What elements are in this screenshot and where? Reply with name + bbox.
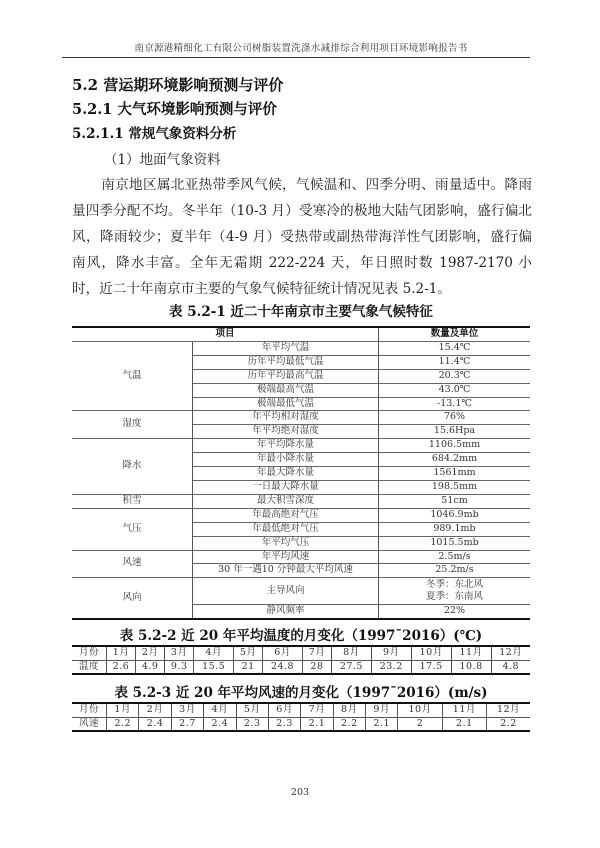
item-cell: 年最大降水量 bbox=[193, 467, 379, 481]
table3-caption: 表 5.2-3 近 20 年平均风速的月变化（1997¯2016）(m/s) bbox=[114, 685, 488, 701]
section-heading-5-2: 5.2 营运期环境影响预测与评价 bbox=[72, 76, 284, 94]
month-cell: 9月 bbox=[371, 646, 411, 660]
value-cell: 989.1mb bbox=[379, 522, 531, 536]
month-cell: 4月 bbox=[194, 646, 234, 660]
table-row-values bbox=[72, 717, 530, 731]
value-cell: 28 bbox=[302, 660, 331, 674]
value-cell: -13.1℃ bbox=[379, 397, 531, 411]
table-row bbox=[72, 341, 530, 355]
item-cell: 年最高绝对气压 bbox=[193, 508, 379, 522]
value-cell: 2.1 bbox=[442, 717, 486, 731]
month-cell: 6月 bbox=[263, 646, 303, 660]
value-cell: 684.2mm bbox=[379, 453, 531, 467]
table-row bbox=[72, 550, 530, 564]
wind-speed-table bbox=[72, 702, 530, 732]
item-cell: 主导风向 bbox=[193, 578, 379, 605]
item-cell: 年平均风速 bbox=[193, 550, 379, 564]
value-cell: 2.7 bbox=[171, 717, 203, 731]
row-label-month: 月份 bbox=[78, 647, 99, 658]
table1-caption: 表 5.2-1 近二十年南京市主要气象气候特征 bbox=[169, 304, 433, 320]
value-cell: 2.5m/s bbox=[379, 550, 531, 564]
value-cell: 27.5 bbox=[331, 660, 371, 674]
category-cell: 风向 bbox=[72, 578, 193, 619]
subsection-heading: （1）地面气象资料 bbox=[104, 152, 221, 168]
month-cell: 1月 bbox=[107, 646, 136, 660]
section-heading-5-2-1-1: 5.2.1.1 常规气象资料分析 bbox=[72, 126, 237, 142]
value-cell: 15.4℃ bbox=[379, 341, 531, 355]
value-cell: 4.9 bbox=[136, 660, 165, 674]
value-cell: 1106.5mm bbox=[379, 439, 531, 453]
value-cell: 2.3 bbox=[268, 717, 300, 731]
month-cell: 5月 bbox=[234, 646, 263, 660]
value-cell: 2.6 bbox=[107, 660, 136, 674]
value-cell: 2.2 bbox=[487, 717, 531, 731]
item-cell: 静风频率 bbox=[193, 605, 379, 619]
item-cell: 一日最大降水量 bbox=[193, 480, 379, 494]
value-cell: 1046.9mb bbox=[379, 508, 531, 522]
month-cell: 12月 bbox=[491, 646, 530, 660]
month-cell: 5月 bbox=[236, 703, 268, 717]
header-rule bbox=[62, 57, 530, 58]
value-cell: 2.4 bbox=[139, 717, 171, 731]
value-cell: 20.3℃ bbox=[379, 369, 531, 383]
category-cell: 积雪 bbox=[72, 494, 193, 508]
value-cell: 2.2 bbox=[107, 717, 139, 731]
month-cell: 1月 bbox=[107, 703, 139, 717]
table-row-values bbox=[72, 660, 530, 674]
value-cell: 1015.5mb bbox=[379, 536, 531, 550]
month-cell: 3月 bbox=[171, 703, 203, 717]
value-cell: 11.4℃ bbox=[379, 355, 531, 369]
table-row bbox=[72, 494, 530, 508]
value-cell: 76% bbox=[379, 411, 531, 425]
month-cell: 8月 bbox=[331, 646, 371, 660]
month-cell: 11月 bbox=[442, 703, 486, 717]
value-line: 夏季：东南风 bbox=[425, 591, 483, 603]
value-cell: 25.2m/s bbox=[379, 564, 531, 578]
month-cell: 11月 bbox=[451, 646, 491, 660]
value-cell: 17.5 bbox=[411, 660, 451, 674]
month-cell: 8月 bbox=[333, 703, 365, 717]
item-cell: 年平均气温 bbox=[193, 341, 379, 355]
table-row bbox=[72, 508, 530, 522]
value-cell: 2.1 bbox=[366, 717, 398, 731]
row-label-wind-speed: 风速 bbox=[72, 717, 107, 731]
month-cell: 10月 bbox=[411, 646, 451, 660]
value-cell: 43.0℃ bbox=[379, 383, 531, 397]
month-cell: 2月 bbox=[139, 703, 171, 717]
item-cell: 最大积雪深度 bbox=[193, 494, 379, 508]
value-cell: 4.8 bbox=[491, 660, 530, 674]
section-heading-5-2-1: 5.2.1 大气环境影响预测与评价 bbox=[72, 101, 277, 118]
value-cell: 9.3 bbox=[165, 660, 194, 674]
item-cell: 极端最高气温 bbox=[193, 383, 379, 397]
category-cell: 气温 bbox=[72, 341, 193, 411]
item-cell: 历年平均最高气温 bbox=[193, 369, 379, 383]
category-cell: 风速 bbox=[72, 550, 193, 578]
month-cell: 12月 bbox=[487, 703, 531, 717]
running-header: 南京源港精细化工有限公司树脂装置洗涤水减排综合利用项目环境影响报告书 bbox=[134, 43, 468, 54]
item-cell: 年平均气压 bbox=[193, 536, 379, 550]
body-paragraph bbox=[72, 172, 532, 302]
item-cell: 年最小降水量 bbox=[193, 453, 379, 467]
value-cell: 2.3 bbox=[236, 717, 268, 731]
month-cell: 7月 bbox=[302, 646, 331, 660]
month-cell: 6月 bbox=[268, 703, 300, 717]
temperature-table bbox=[72, 645, 530, 675]
month-cell: 4月 bbox=[204, 703, 236, 717]
category-cell: 气压 bbox=[72, 508, 193, 550]
category-cell: 降水 bbox=[72, 439, 193, 495]
value-cell: 15.5 bbox=[194, 660, 234, 674]
table-header-row bbox=[72, 327, 530, 341]
value-cell: 1561mm bbox=[379, 467, 531, 481]
month-cell: 2月 bbox=[136, 646, 165, 660]
category-cell: 湿度 bbox=[72, 411, 193, 439]
value-cell: 51cm bbox=[379, 494, 531, 508]
value-cell bbox=[379, 578, 531, 605]
item-cell: 极端最低气温 bbox=[193, 397, 379, 411]
column-header-value: 数量及单位 bbox=[379, 327, 531, 341]
value-cell: 23.2 bbox=[371, 660, 411, 674]
value-cell: 2.2 bbox=[333, 717, 365, 731]
value-cell: 2.1 bbox=[301, 717, 333, 731]
table-row bbox=[72, 578, 530, 605]
column-header-item: 项目 bbox=[215, 328, 235, 339]
value-cell: 22% bbox=[379, 605, 531, 619]
value-cell: 21 bbox=[234, 660, 263, 674]
month-cell: 9月 bbox=[366, 703, 398, 717]
value-cell: 24.8 bbox=[263, 660, 303, 674]
table2-caption: 表 5.2-2 近 20 年平均温度的月变化（1997¯2016）(℃) bbox=[119, 628, 483, 644]
value-cell: 2 bbox=[398, 717, 442, 731]
page-number: 203 bbox=[290, 787, 310, 798]
item-cell: 30 年一遇10 分钟最大平均风速 bbox=[193, 564, 379, 578]
month-cell: 10月 bbox=[398, 703, 442, 717]
paragraph-text: 南京地区属北亚热带季风气候，气候温和、四季分明、雨量适中。降雨量四季分配不均。冬半年（10-3 月）受寒冷的极地大陆气团影响，盛行偏北风，降雨较少；夏半年（4-9 月）受热带或副热带海洋性气团影响，盛行偏南风，降水丰富。全年无霜期 222-224 天，年日照时数 1987-2170 小时，近二十年南京市主要的气象气候特征统计情况见表 5.2-1。 bbox=[72, 177, 532, 297]
value-line: 冬季：东北风 bbox=[425, 578, 483, 590]
item-cell: 历年平均最低气温 bbox=[193, 355, 379, 369]
value-cell: 198.5mm bbox=[379, 480, 531, 494]
month-cell: 3月 bbox=[165, 646, 194, 660]
row-label-temperature: 温度 bbox=[72, 660, 107, 674]
month-cell: 7月 bbox=[301, 703, 333, 717]
value-cell: 15.6Hpa bbox=[379, 425, 531, 439]
item-cell: 年最低绝对气压 bbox=[193, 522, 379, 536]
table-row-months bbox=[72, 646, 530, 660]
climate-table bbox=[72, 326, 530, 620]
item-cell: 年平均绝对湿度 bbox=[193, 425, 379, 439]
value-cell: 2.4 bbox=[204, 717, 236, 731]
value-cell: 10.8 bbox=[451, 660, 491, 674]
item-cell: 年平均相对湿度 bbox=[193, 411, 379, 425]
item-cell: 年平均降水量 bbox=[193, 439, 379, 453]
table-row bbox=[72, 411, 530, 425]
row-label-month: 月份 bbox=[78, 704, 99, 715]
table-row bbox=[72, 439, 530, 453]
table-row-months bbox=[72, 703, 530, 717]
